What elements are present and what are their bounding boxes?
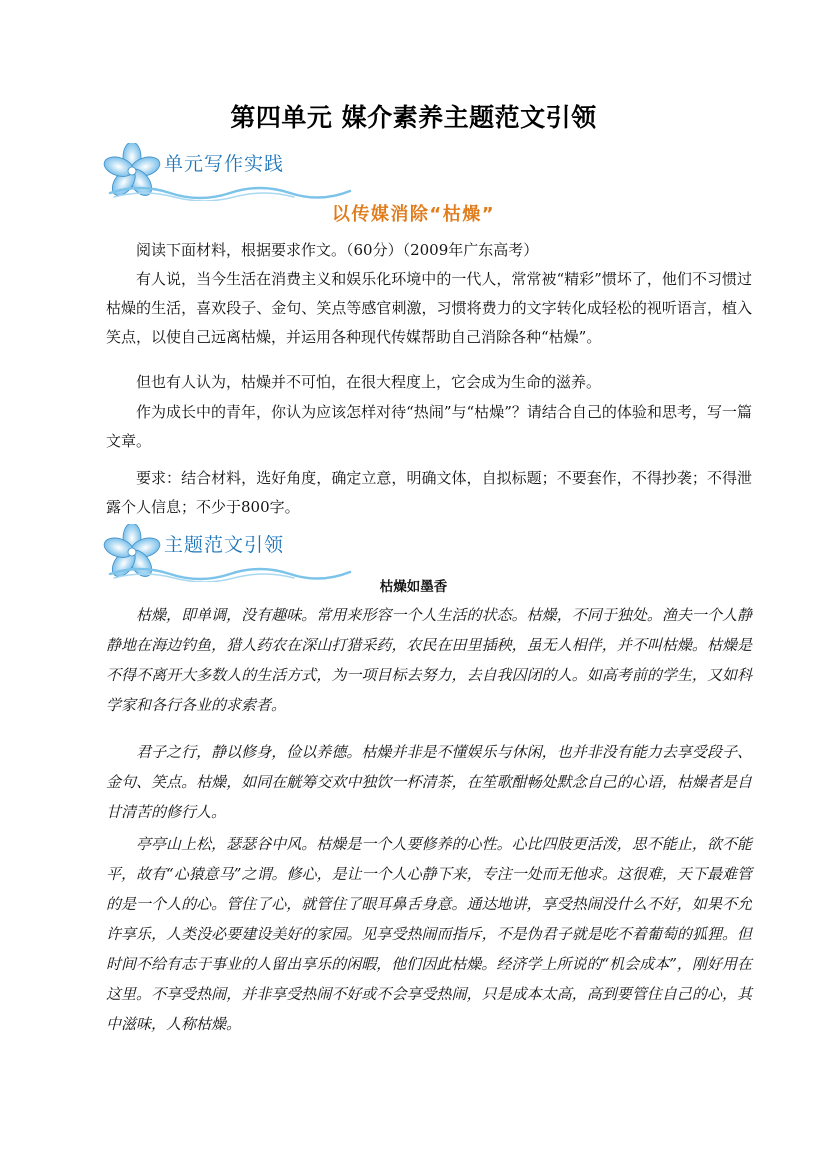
prompt-paragraph: 但也有人认为，枯燥并不可怕，在很大程度上，它会成为生命的滋养。	[136, 373, 602, 391]
page-title: 第四单元 媒介素养主题范文引领	[230, 103, 597, 132]
prompt-paragraph: 有人说，当今生活在消费主义和娱乐化环境中的一代人，常常被“精彩”惯坏了，他们不习惯过枯燥的生活，喜欢段子、金句、笑点等感官刺激，习惯将费力的文字转化成轻松的视听语言，植入笑点，以使自己远离枯燥，并运用各种现代传媒帮助自己消除各种“枯燥”。	[106, 270, 752, 346]
essay-title: 枯燥如墨香	[379, 579, 448, 595]
essay-paragraph: 亭亭山上松，瑟瑟谷中风。枯燥是一个人要修养的心性。心比四肢更活泼，思不能止，欲不能平，故有“心猿意马”之谓。修心，是让一个人心静下来，专注一处而无他求。这很难，天下最难管的是一个人的心。管住了心，就管住了眼耳鼻舌身意。通达地讲，享受热闹没什么不好，如果不允许享乐，人类没必要建设美好的家园。见享受热闹而指斥，不是伪君子就是吃不着葡萄的狐狸。但时间不给有志于事业的人留出享乐的闲暇，他们因此枯燥。经济学上所说的“机会成本”，刚好用在这里。不享受热闹，并非享受热闹不好或不会享受热闹，只是成本太高，高到要管住自己的心，其中滋味，人称枯燥。	[106, 835, 752, 1033]
section-header-essay	[100, 524, 360, 582]
essay-paragraph: 君子之行，静以修身，俭以养德。枯燥并非是不懂娱乐与休闲，也并非没有能力去享受段子、金句、笑点。枯燥，如同在觥筹交欢中独饮一杯清茶，在笙歌酣畅处默念自己的心语，枯燥者是自甘清苦的修行人。	[106, 743, 752, 821]
practice-subtitle: 以传媒消除“枯燥”	[331, 204, 496, 225]
section-label-practice: 单元写作实践	[164, 153, 285, 175]
prompt-paragraph: 要求：结合材料，选好角度，确定立意，明确文体，自拟标题；不要套作，不得抄袭；不得泄露个人信息；不少于800字。	[106, 469, 752, 516]
section-header-practice	[100, 143, 360, 201]
prompt-paragraph: 阅读下面材料，根据要求作文。（60分）（2009年广东高考）	[136, 241, 539, 259]
prompt-paragraph: 作为成长中的青年，你认为应该怎样对待“热闹”与“枯燥”？请结合自己的体验和思考，写一篇文章。	[106, 403, 752, 450]
section-label-essay: 主题范文引领	[164, 534, 285, 556]
essay-paragraph: 枯燥，即单调，没有趣味。常用来形容一个人生活的状态。枯燥，不同于独处。渔夫一个人静静地在海边钓鱼，猎人药农在深山打猎采药，农民在田里插秧，虽无人相伴，并不叫枯燥。枯燥是不得不离开大多数人的生活方式，为一项目标去努力，去自我囚闭的人。如高考前的学生，又如科学家和各行各业的求索者。	[106, 606, 752, 714]
